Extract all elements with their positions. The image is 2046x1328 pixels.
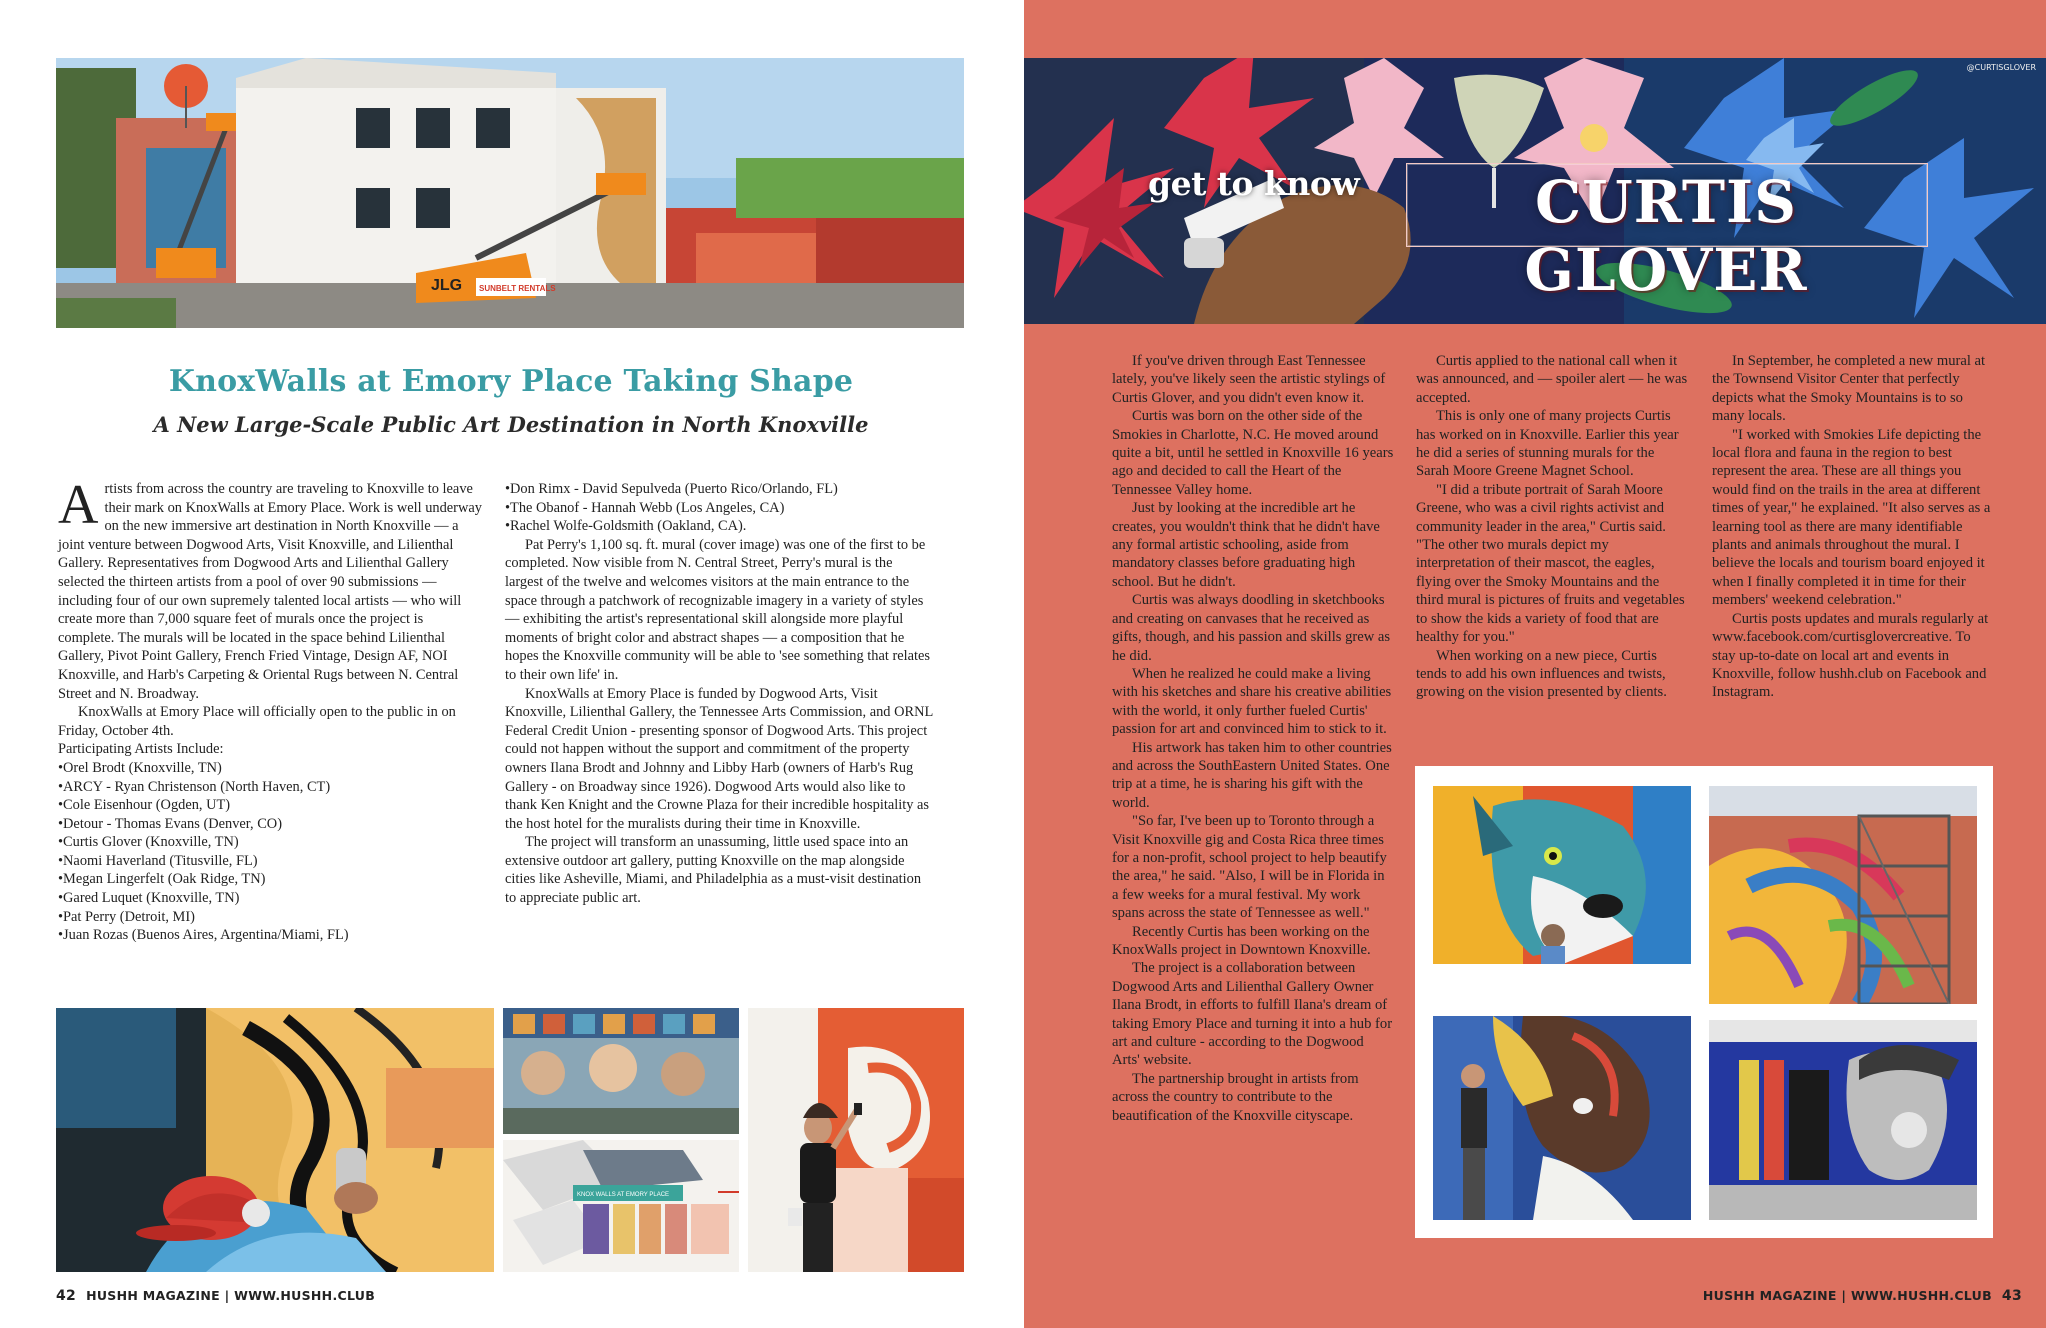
paragraph: Curtis was always doodling in sketchbooks and creating on canvases that he received as gifts, though, and his passion and skills grew as he did. — [1112, 592, 1391, 664]
paragraph: If you've driven through East Tennessee lately, you've likely seen the artistic stylings of Curtis Glover, and you didn't even know it. — [1112, 353, 1386, 406]
paragraph: The project will transform an unassuming, little used space into an extensive outdoor art gallery, putting Knoxville on the map alongside cities like Asheville, Miami, and Philadelphia as a must-visit destination to appreciate public art. — [505, 834, 922, 907]
right-column-1 — [1112, 352, 1394, 1125]
get-to-know-label: get to know — [1148, 164, 1360, 203]
portrait-mural-photo — [1433, 1016, 1691, 1220]
right-footer — [1703, 1288, 2022, 1304]
dog-mural-illustration — [1433, 786, 1691, 964]
paragraph: KnoxWalls at Emory Place will officially open to the public in on Friday, October 4th. — [58, 704, 456, 739]
paragraph: The project is a collaboration between Dogwood Arts and Lilienthal Gallery Owner Ilana Brodt, in efforts to fulfill Ilana's dream of taking Emory Place and turning it into a hub for art and culture - according to the Dogwood Arts' website. — [1112, 960, 1393, 1069]
artists-list-continued — [505, 480, 933, 536]
portrait-mural-illustration — [1433, 1016, 1691, 1220]
paragraph: "So far, I've been up to Toronto through a Visit Knoxville gig and Costa Rica three times for a non-profit, school project to help beautify the area," he said. "Also, I will be in Florida in a few weeks for a mural festival. My work spans across the state of Tennessee as well." — [1112, 813, 1387, 922]
paragraph: In September, he completed a new mural at the Townsend Visitor Center that perfectly depicts what the Smoky Mountains is to so many locals. — [1712, 353, 1986, 425]
feature-name: CURTIS GLOVER — [1524, 168, 1808, 304]
list-item: •Don Rimx - David Sepulveda (Puerto Rico/Orlando, FL) — [505, 481, 838, 497]
paragraph: When he realized he could make a living with his sketches and share his creative abilities with the world, it only further fueled Curtis' passion for art and convinced him to stick to it. — [1112, 665, 1392, 738]
right-column-3 — [1712, 352, 1996, 702]
building-mural-illustration — [56, 58, 964, 328]
list-item: •Naomi Haverland (Titusville, FL) — [58, 852, 258, 869]
artist-handle: @CURTISGLOVER — [1966, 63, 2036, 72]
school-mural-photo — [1709, 1020, 1977, 1220]
site-map-illustration — [503, 1140, 739, 1272]
school-mural-illustration — [1709, 1020, 1977, 1220]
paragraph: Pat Perry's 1,100 sq. ft. mural (cover image) was one of the first to be completed. Now visible from N. Central Street, Perry's mural is the largest of the twelve and welcomes visitors at the main entrance to the space through a patchwork of recognizable imagery in a variety of styles — exhibiting the artist's representational skill alongside more playful moments of bright color and abstract shapes — a composition that he hopes the Knoxville community will be able to 'see something that relates to their own life' in. — [505, 536, 931, 683]
footer-text: HUSHH MAGAZINE | WWW.HUSHH.CLUB — [1702, 1288, 1992, 1303]
paragraph: Curtis was born on the other side of the Smokies in Charlotte, N.C. He moved around quite a bit, until he settled in Knoxville 16 years ago and decided to call the Heart of the Tennessee Valley home. — [1112, 408, 1394, 498]
list-item: •Orel Brodt (Knoxville, TN) — [58, 759, 222, 776]
list-item: •Detour - Thomas Evans (Denver, CO) — [58, 815, 282, 832]
list-item: •Gared Luquet (Knoxville, TN) — [58, 890, 240, 907]
drop-cap: A — [58, 474, 99, 536]
mural-gallery — [1415, 766, 1993, 1238]
paragraph: Recently Curtis has been working on the KnoxWalls project in Downtown Knoxville. — [1112, 923, 1371, 958]
spray-painting-photo — [56, 1008, 494, 1272]
artist-painting-photo — [748, 1008, 964, 1272]
right-column-2 — [1416, 352, 1690, 702]
dog-mural-photo — [1433, 786, 1691, 964]
left-column-2 — [505, 480, 933, 908]
scaffold-mural-photo — [1709, 786, 1977, 1004]
paragraph: His artwork has taken him to other countries and across the SouthEastern United States. One trip at a time, he is sharing his gift with the world. — [1112, 739, 1392, 811]
mural-wall-photo — [503, 1008, 739, 1134]
lift-rental-label: SUNBELT RENTALS — [479, 284, 556, 293]
paragraph: "I did a tribute portrait of Sarah Moore Greene, who was a civil rights activist and community leader in the area," Curtis said. "The other two murals depict my interpretation of their mascot, the eagles, flying over the Smoky Mountains and the third mural is pictures of fruits and vegetables to show the kids a variety of food that are healthy for you." — [1416, 481, 1685, 646]
mural-wall-illustration — [503, 1008, 739, 1134]
left-column-1 — [58, 474, 482, 945]
page-number: 43 — [2001, 1288, 2022, 1304]
list-item: •ARCY - Ryan Christenson (North Haven, CT) — [58, 778, 331, 795]
site-map — [503, 1140, 739, 1272]
map-label: KNOX WALLS AT EMORY PLACE — [577, 1192, 670, 1198]
page-number: 42 — [56, 1288, 77, 1304]
lift-brand-label: JLG — [431, 277, 463, 294]
paragraph: Curtis posts updates and murals regularly at www.facebook.com/curtisglovercreative. To stay up-to-date on local art and events in Knoxville, follow hushh.club on Facebook and Instagram. — [1712, 610, 1989, 701]
paragraph: Curtis applied to the national call when it was announced, and — spoiler alert — he was accepted. — [1416, 353, 1688, 406]
list-item: •Pat Perry (Detroit, MI) — [58, 908, 195, 925]
list-item: •Megan Lingerfelt (Oak Ridge, TN) — [58, 871, 266, 888]
building-mural-photo — [56, 58, 964, 328]
paragraph: KnoxWalls at Emory Place is funded by Dogwood Arts, Visit Knoxville, Lilienthal Gallery, the Tennessee Arts Commission, and ORNL Federal Credit Union - presenting sponsor of Dogwood Arts. This project could not happen without the support and commitment of the property owners Ilana Brodt and Johnny and Libby Harb (owners of Harb's Rug Gallery - on Broadway since 1926). Dogwood Arts would also like to thank Ken Knight and the Crowne Plaza for their incredible hospitality as the host hotel for the muralists during their time in Knoxville. — [505, 685, 933, 832]
list-item: •Curtis Glover (Knoxville, TN) — [58, 834, 239, 851]
footer-text: HUSHH MAGAZINE | WWW.HUSHH.CLUB — [86, 1288, 376, 1303]
paragraph — [58, 474, 482, 703]
paragraph: "I worked with Smokies Life depicting the local flora and fauna in the region to best represent the area. These are all things you would find on the trails in the area at different times of year," he explained. "It also serves as a learning tool as there are many identifiable plants and animals throughout the mural. I believe the locals and tourism board enjoyed it when I finally completed it in time for their members' weekend celebration." — [1712, 426, 1991, 609]
artist-painting-illustration — [748, 1008, 964, 1272]
paragraph: Just by looking at the incredible art he creates, you wouldn't think that he didn't have any formal artistic schooling, aside from mandatory classes before graduating high school. But he didn't. — [1112, 500, 1380, 590]
artists-list — [58, 759, 482, 945]
left-footer — [56, 1288, 375, 1304]
paragraph-text: rtists from across the country are traveling to Knoxville to leave their mark on KnoxWalls at Emory Place. Work is well underway on the new immersive art destination in North Knoxville — a joint venture between Dogwood Arts, Visit Knoxville, and Lilienthal Gallery. Representatives from Dogwood Arts and Lilienthal Gallery selected the thirteen artists from a pool of over 90 submissions — including four of our own supremely talented local artists — who will create more than 7,000 square feet of murals once the project is complete. The murals will be located in the space behind Lilienthal Gallery, Pivot Point Gallery, French Fried Vintage, Design AF, NOI Knoxville, and Harb's Carpeting & Oriental Rugs between N. Central Street and N. Broadway. — [58, 481, 482, 702]
scaffold-mural-illustration — [1709, 786, 1977, 1004]
list-item: •Rachel Wolfe-Goldsmith (Oakland, CA). — [505, 518, 747, 535]
list-item: •Cole Eisenhour (Ogden, UT) — [58, 797, 231, 814]
list-item: •The Obanof - Hannah Webb (Los Angeles, CA) — [505, 499, 785, 516]
paragraph: This is only one of many projects Curtis has worked on in Knoxville. Earlier this year he did a series of stunning murals for the Sarah Moore Greene Magnet School. — [1416, 408, 1679, 480]
article-subtitle: A New Large-Scale Public Art Destination in North Knoxville — [153, 412, 869, 437]
paragraph: The partnership brought in artists from across the country to contribute to the beautification of the Knoxville cityscape. — [1112, 1070, 1359, 1124]
spray-painting-illustration — [56, 1008, 494, 1272]
paragraph: When working on a new piece, Curtis tends to add his own influences and twists, growing on the vision presented by clients. — [1416, 647, 1667, 701]
article-title: KnoxWalls at Emory Place Taking Shape — [168, 364, 854, 399]
artists-heading: Participating Artists Include: — [58, 741, 224, 758]
list-item: •Juan Rozas (Buenos Aires, Argentina/Miami, FL) — [58, 927, 349, 944]
